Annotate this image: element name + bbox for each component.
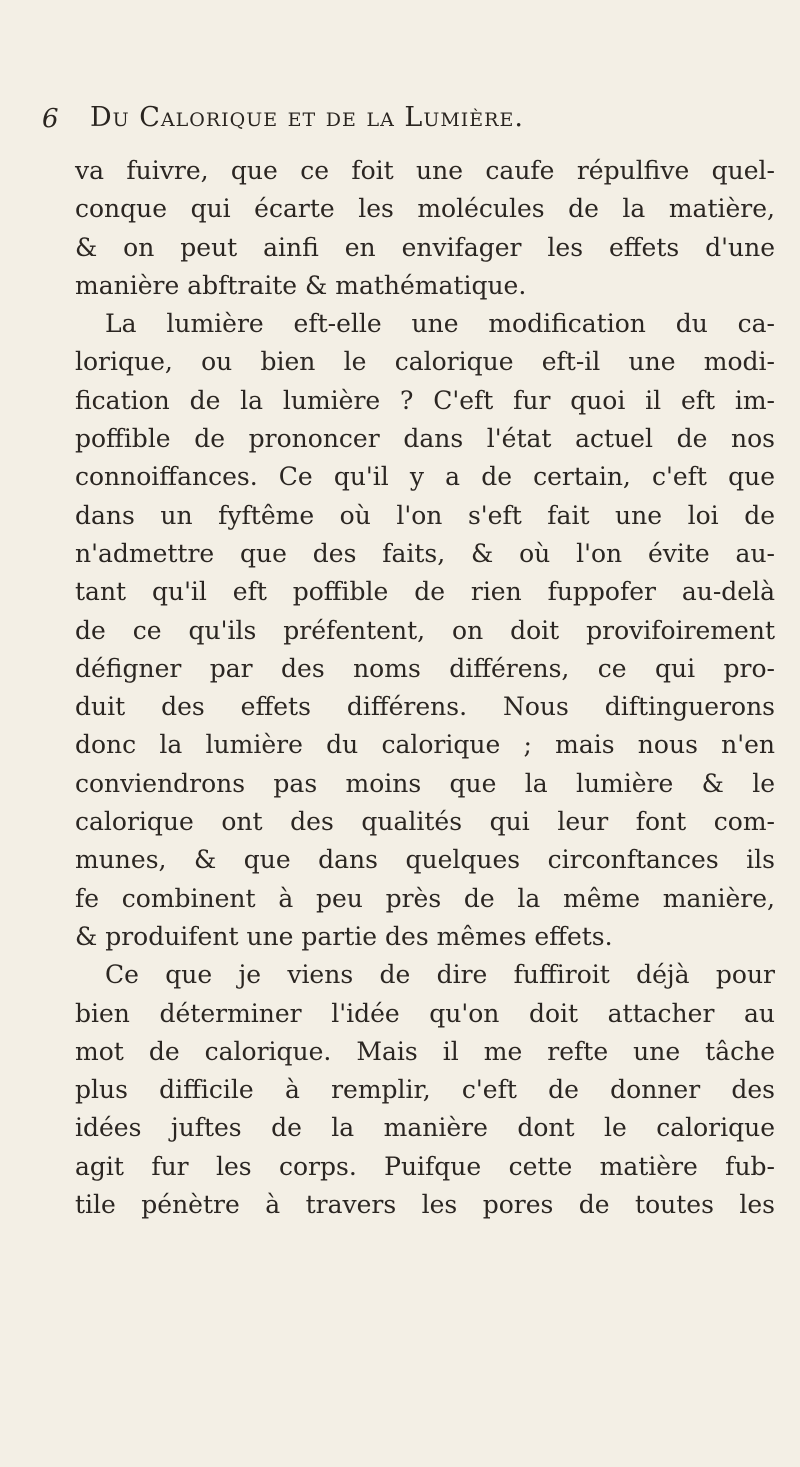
text-line: fe combinent à peu près de la même manière, — [75, 883, 775, 913]
text-line: Ce que je viens de dire fuffiroit déjà pour — [105, 960, 775, 990]
text-line: mot de calorique. Mais il me refte une tâche — [75, 1036, 775, 1066]
text-line: conque qui écarte les molécules de la matière, — [75, 194, 775, 224]
text-line: connoiffances. Ce qu'il y a de certain, c'eft que — [75, 462, 775, 492]
text-line: bien déterminer l'idée qu'on doit attacher au — [75, 998, 775, 1028]
text-line: & on peut ainfi en envifager les effets d'une — [75, 232, 775, 262]
text-line: défigner par des noms différens, ce qui pro- — [75, 653, 775, 683]
text-line: dans un fyftême où l'on s'eft fait une loi de — [75, 500, 775, 530]
text-line: calorique ont des qualités qui leur font com- — [75, 807, 775, 837]
text-line: poffible de prononcer dans l'état actuel de nos — [75, 424, 775, 454]
text-line: conviendrons pas moins que la lumière & le — [75, 768, 775, 798]
text-line: munes, & que dans quelques circonftances ils — [75, 845, 775, 875]
text-line: agit fur les corps. Puifque cette matière fub- — [75, 1151, 775, 1181]
text-line: idées juftes de la manière dont le calorique — [75, 1113, 775, 1143]
page-header — [40, 100, 780, 140]
body-text — [75, 152, 775, 1224]
text-line: va fuivre, que ce foit une caufe répulfive quel- — [75, 156, 775, 185]
text-line: tant qu'il eft poffible de rien fuppofer au-delà — [75, 577, 775, 607]
text-line: n'admettre que des faits, & où l'on évite au- — [75, 538, 775, 568]
text-line: duit des effets différens. Nous diftinguerons — [75, 692, 775, 722]
text-line: fication de la lumière ? C'eft fur quoi il eft im- — [75, 385, 775, 415]
text-line: manière abftraite & mathématique. — [75, 270, 527, 300]
text-line: de ce qu'ils préfentent, on doit provifoirement — [75, 615, 775, 645]
page-number: 6 — [42, 104, 59, 134]
text-line: & produifent une partie des mêmes effets. — [75, 921, 613, 951]
text-line: lorique, ou bien le calorique eft-il une modi- — [75, 347, 775, 377]
text-line: plus difficile à remplir, c'eft de donner des — [75, 1075, 775, 1105]
running-title: Du Calorique et de la Lumière. — [90, 102, 524, 133]
text-line: La lumière eft-elle une modification du ca- — [105, 309, 775, 339]
text-line: tile pénètre à travers les pores de toutes les — [75, 1190, 775, 1220]
text-line: donc la lumière du calorique ; mais nous n'en — [75, 730, 775, 760]
